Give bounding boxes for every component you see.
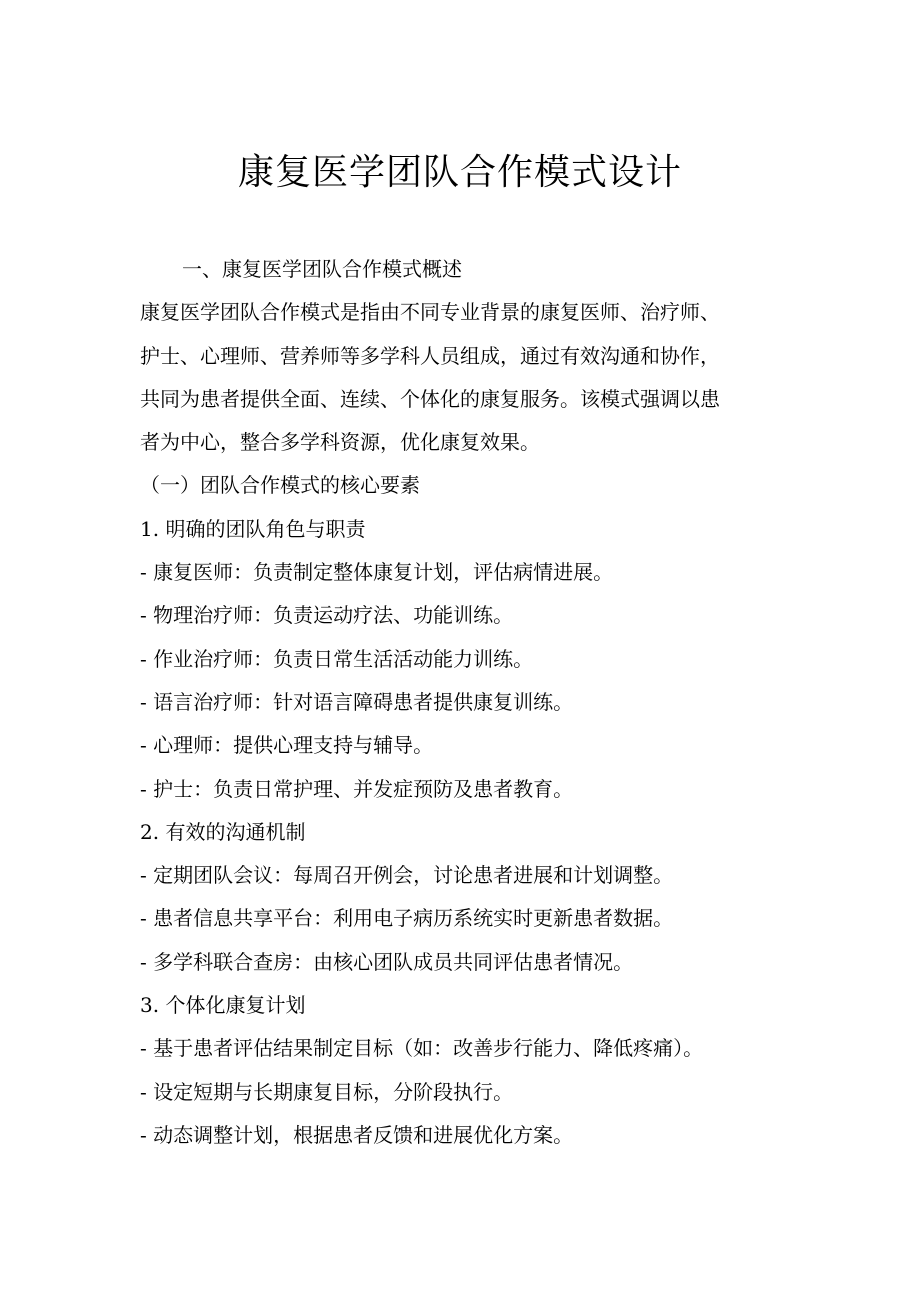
subsection-heading: （一）团队合作模式的核心要素 <box>140 473 420 498</box>
intro-line: 者为中心，整合多学科资源，优化康复效果。 <box>140 430 540 455</box>
item-heading: 2. 有效的沟通机制 <box>140 819 306 844</box>
bullet-item: - 心理师：提供心理支持与辅导。 <box>140 733 434 758</box>
item-heading: 1. 明确的团队角色与职责 <box>140 516 366 541</box>
intro-line: 护士、心理师、营养师等多学科人员组成，通过有效沟通和协作， <box>140 343 720 368</box>
bullet-item: - 多学科联合查房：由核心团队成员共同评估患者情况。 <box>140 949 634 974</box>
bullet-item: - 患者信息共享平台：利用电子病历系统实时更新患者数据。 <box>140 906 674 931</box>
bullet-item: - 康复医师：负责制定整体康复计划，评估病情进展。 <box>140 560 614 585</box>
bullet-item: - 护士：负责日常护理、并发症预防及患者教育。 <box>140 776 574 801</box>
bullet-item: - 语言治疗师：针对语言障碍患者提供康复训练。 <box>140 689 574 714</box>
bullet-item: - 基于患者评估结果制定目标（如：改善步行能力、降低疼痛）。 <box>140 1036 704 1061</box>
bullet-item: - 物理治疗师：负责运动疗法、功能训练。 <box>140 603 514 628</box>
bullet-item: - 动态调整计划，根据患者反馈和进展优化方案。 <box>140 1122 574 1147</box>
bullet-item: - 作业治疗师：负责日常生活活动能力训练。 <box>140 646 534 671</box>
intro-line: 康复医学团队合作模式是指由不同专业背景的康复医师、治疗师、 <box>140 300 720 325</box>
bullet-item: - 定期团队会议：每周召开例会，讨论患者进展和计划调整。 <box>140 863 674 888</box>
section-heading: 一、康复医学团队合作模式概述 <box>182 257 462 281</box>
bullet-item: - 设定短期与长期康复目标，分阶段执行。 <box>140 1079 514 1104</box>
document-body <box>140 248 780 1157</box>
document-title: 康复医学团队合作模式设计 <box>237 152 682 193</box>
item-heading: 3. 个体化康复计划 <box>140 993 306 1018</box>
intro-line: 共同为患者提供全面、连续、个体化的康复服务。该模式强调以患 <box>140 386 720 411</box>
